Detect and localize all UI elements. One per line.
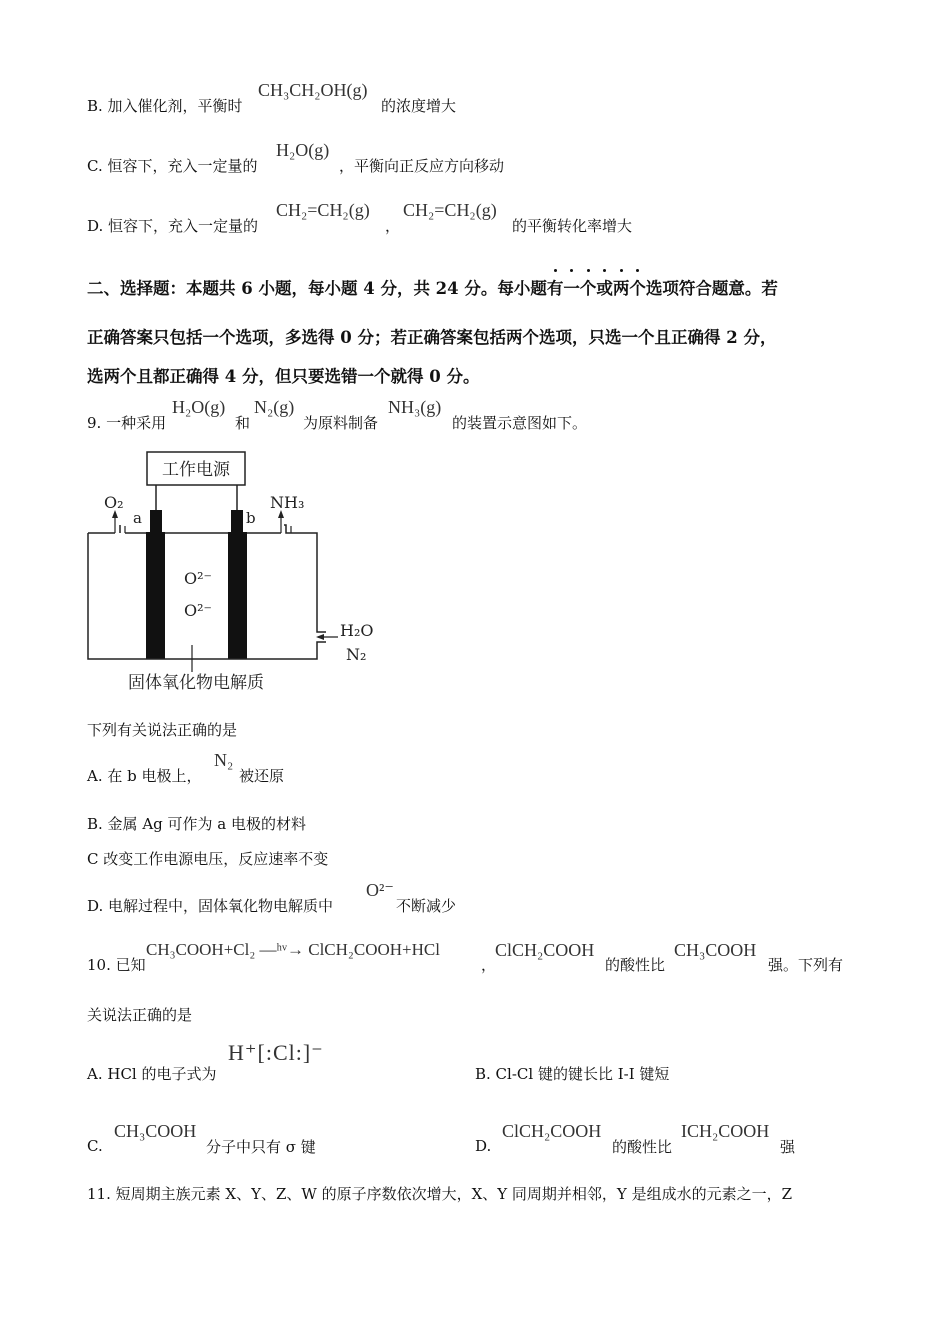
q8-option-b-formula: CH₃CH₂OH(g) (258, 80, 368, 100)
q10-stem-middle: 的酸性比 (605, 956, 666, 974)
oxide-ion-label-1: O²⁻ (184, 569, 212, 588)
q8-option-d-formula-2: CH₂=CH₂(g) (403, 200, 497, 220)
q10-option-d-formula-2: ICH₂COOH (681, 1121, 770, 1141)
section2-instructions-line1 (87, 275, 778, 299)
section2-instructions-line2: 正确答案只包括一个选项，多选得 0 分；若正确答案包括两个选项，只选一个且正确得 2 分， (87, 328, 777, 347)
q9-stem-suffix: 的装置示意图如下。 (452, 414, 588, 432)
q10-option-a-prefix: A. HCl 的电子式为 (87, 1065, 217, 1083)
q8-option-b-prefix: B. 加入催化剂，平衡时 (87, 97, 243, 115)
section2-line1-start: 二、选择题：本题共 6 小题，每小题 4 分，共 24 分。每小题 (87, 279, 547, 298)
q10-formula-clch2cooh: ClCH₂COOH (495, 940, 595, 960)
o2-label: O₂ (104, 493, 124, 512)
q11-stem: 11. 短周期主族元素 X、Y、Z、W 的原子序数依次增大，X、Y 同周期并相邻，Y 是组成水的元素之一，Z (87, 1185, 793, 1203)
electrode-a-label: a (133, 509, 142, 527)
section2-emphasis-text: 有一个或两个 (546, 279, 646, 298)
q10-option-c-formula: CH₃COOH (114, 1121, 197, 1141)
q9-formula-n2: N₂(g) (254, 397, 295, 417)
electrode-b-terminal (231, 510, 243, 532)
q8-option-d-formula-1: CH₂=CH₂(g) (276, 200, 370, 220)
inlet-arrow-icon (316, 634, 324, 640)
q10-option-c-prefix: C. (87, 1137, 103, 1155)
q9-stem-middle: 为原料制备 (303, 414, 379, 432)
q9-option-d-formula: O²⁻ (366, 880, 394, 900)
electrode-a-terminal (150, 510, 162, 532)
q10-option-a-electron-formula: H⁺[:Cl:]⁻ (228, 1040, 324, 1065)
electrode-b (228, 532, 247, 659)
q8-option-c-suffix: ，平衡向正反应方向移动 (339, 157, 505, 175)
electrolysis-cell-diagram (80, 448, 390, 698)
emphasis-dots (547, 269, 646, 272)
q10-stem-suffix: 强。下列有 (768, 956, 844, 974)
q10-option-d-formula-1: ClCH₂COOH (502, 1121, 602, 1141)
oxide-ion-label-2: O²⁻ (184, 601, 212, 620)
section2-emphasis (547, 279, 646, 298)
q9-question: 下列有关说法正确的是 (87, 721, 238, 739)
q9-option-a-suffix: 被还原 (239, 767, 285, 785)
q9-option-b: B. 金属 Ag 可作为 a 电极的材料 (87, 815, 307, 833)
q8-option-d-separator: ， (385, 217, 401, 235)
q10-option-d-middle: 的酸性比 (612, 1138, 673, 1156)
q9-stem-prefix: 9. 一种采用 (87, 414, 167, 432)
q8-option-c-prefix: C. 恒容下，充入一定量的 (87, 157, 258, 175)
nh3-label: NH₃ (270, 493, 305, 512)
power-source-label: 工作电源 (162, 460, 230, 480)
q10-option-d-suffix: 强 (780, 1138, 796, 1156)
q9-option-a-formula: N₂ (214, 750, 234, 770)
q10-formula-ch3cooh: CH₃COOH (674, 940, 757, 960)
h2o-inlet-label: H₂O (340, 621, 374, 640)
q10-option-d-prefix: D. (475, 1137, 492, 1155)
electrolyte-label: 固体氧化物电解质 (128, 673, 264, 693)
cell-outline (88, 525, 326, 659)
q10-stem-prefix: 10. 已知 (87, 956, 146, 974)
q9-option-c: C 改变工作电源电压，反应速率不变 (87, 850, 329, 868)
section2-line1-end: 选项符合题意。若 (645, 279, 778, 298)
q9-option-d-suffix: 不断减少 (396, 897, 457, 915)
q10-equation: CH₃COOH+Cl₂ —ʰᵛ→ ClCH₂COOH+HCl (146, 940, 440, 959)
q9-option-d-prefix: D. 电解过程中，固体氧化物电解质中 (87, 897, 334, 915)
section2-instructions-line3: 选两个且都正确得 4 分，但只要选错一个就得 0 分。 (87, 367, 480, 386)
q8-option-c-formula: H₂O(g) (276, 140, 330, 160)
q9-formula-nh3: NH₃(g) (388, 397, 442, 417)
electrode-b-label: b (246, 509, 256, 527)
electrode-a (146, 532, 165, 659)
q10-option-b: B. Cl-Cl 键的键长比 I-I 键短 (475, 1065, 670, 1083)
q9-formula-h2o: H₂O(g) (172, 397, 226, 417)
q8-option-d-prefix: D. 恒容下，充入一定量的 (87, 217, 259, 235)
q8-option-b-suffix: 的浓度增大 (381, 97, 457, 115)
q10-separator: ， (481, 956, 497, 974)
q9-option-a-prefix: A. 在 b 电极上， (87, 767, 202, 785)
q9-and: 和 (235, 414, 251, 432)
q10-option-c-suffix: 分子中只有 σ 键 (206, 1138, 316, 1156)
q8-option-d-suffix: 的平衡转化率增大 (512, 217, 633, 235)
n2-inlet-label: N₂ (346, 645, 367, 664)
q10-stem-line2: 关说法正确的是 (87, 1006, 193, 1024)
